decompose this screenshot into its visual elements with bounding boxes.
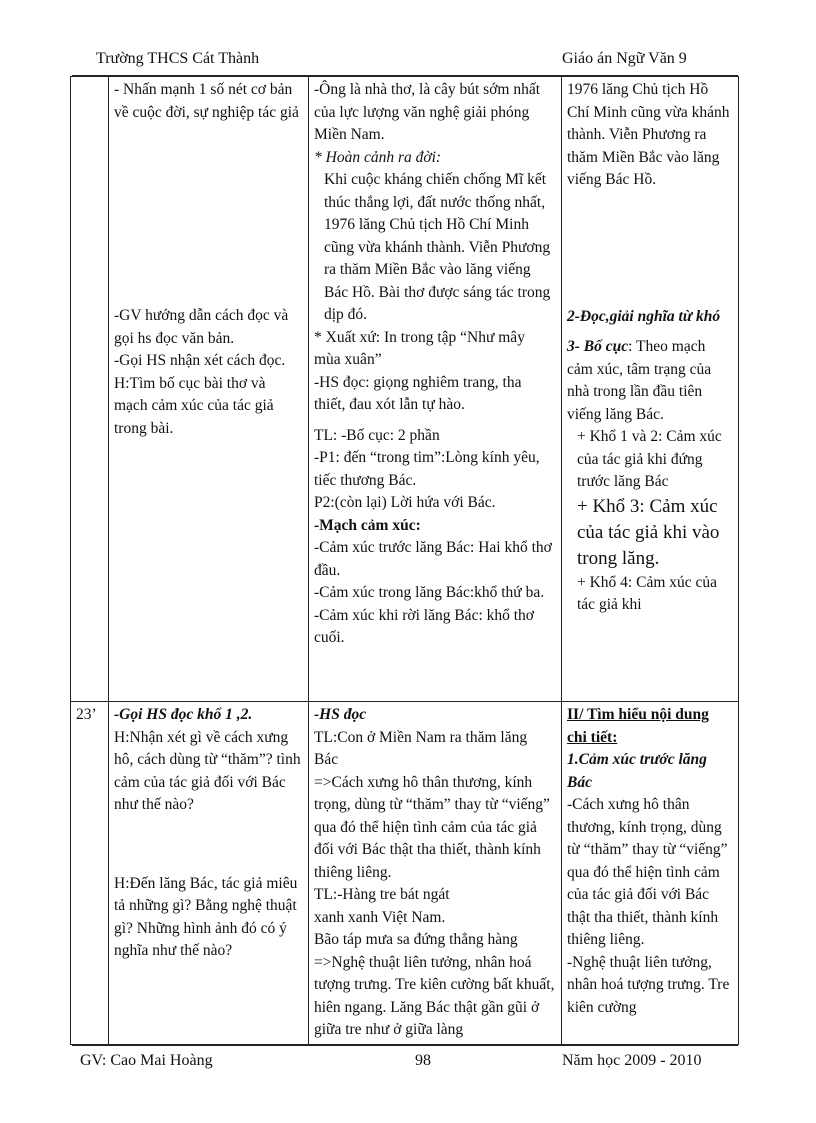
footer-rule	[72, 1045, 738, 1046]
student-activity-cell	[309, 702, 562, 1045]
student-note: -HS đọc	[314, 706, 367, 723]
student-note: =>Cách xưng hô thân thương, kính trọng, dùng từ “thăm” thay từ “viếng” qua đó thể hiện tình cảm của tác giả đối với Bác thật tha thiết, thành kính thiêng liêng.	[314, 773, 550, 881]
teacher-note: -Gọi HS đọc khổ 1 ,2.	[114, 706, 253, 723]
student-note: TL: -Bố cục: 2 phần	[314, 426, 440, 444]
student-note: =>Nghệ thuật liên tưởng, nhân hoá tượng trưng. Tre kiên cường bất khuất, hiên ngang. Lăng Bác thật gần gũi ở giữa tre như ở giữa làng	[314, 953, 555, 1038]
content-note: -Cách xưng hô thân thương, kính trọng, dùng từ “thăm” thay từ “viếng” qua đó thể hiện tình cảm của tác giả đối với Bác thật tha thiết, thành kính thiêng liêng.	[567, 796, 728, 948]
footer-year: Năm học 2009 - 2010	[562, 1052, 702, 1069]
student-note: P2:(còn lại) Lời hứa với Bác.	[314, 494, 496, 511]
teacher-question: H:Tìm bố cục bài thơ và mạch cảm xúc của tác giả trong bài.	[114, 374, 274, 437]
content-heading: II/ Tìm hiểu nội dung chi tiết:	[567, 706, 709, 746]
content-cell	[562, 702, 739, 1045]
student-note: Bão táp mưa sa đứng thẳng hàng	[314, 931, 518, 948]
header-subject: Giáo án Ngữ Văn 9	[562, 50, 687, 67]
teacher-note: -GV hướng dẫn cách đọc và gọi hs đọc văn bản.	[114, 307, 289, 347]
student-note: -HS đọc: giọng nghiêm trang, tha thiết, đau xót lẫn tự hào.	[314, 373, 522, 413]
teacher-question: H:Đến lăng Bác, tác giả miêu tả những gì? Bằng nghệ thuật gì? Những hình ảnh đó có ý nghĩa như thế nào?	[114, 874, 298, 959]
teacher-note: - Nhấn mạnh 1 số nét cơ bản về cuộc đời, sự nghiệp tác giả	[114, 81, 299, 121]
content-note: : Theo mạch cảm xúc, tâm trạng của nhà trong lần đầu tiên viếng lăng Bác.	[567, 338, 712, 423]
student-note: -Cảm xúc khi rời lăng Bác: khổ thơ cuối.	[314, 606, 535, 646]
student-note: Khi cuộc kháng chiến chống Mĩ kết thúc thắng lợi, đất nước thống nhất, 1976 lăng Chủ tịch Hồ Chí Minh cũng vừa khánh thành. Viễn Phương ra thăm Miền Bắc vào lăng viếng Bác Hồ. Bài thơ được sáng tác trong dịp đó.	[324, 171, 551, 323]
page-number: 98	[415, 1052, 431, 1069]
footer-teacher: GV: Cao Mai Hoàng	[80, 1052, 213, 1069]
content-heading: 3- Bố cục	[567, 338, 629, 355]
content-heading: 2-Đọc,giải nghĩa từ khó	[567, 307, 721, 325]
content-heading: 1.Cảm xúc trước lăng Bác	[567, 751, 707, 791]
content-note: 1976 lăng Chủ tịch Hồ Chí Minh cũng vừa khánh thành. Viễn Phương ra thăm Miền Bắc vào lăng viếng Bác Hồ.	[567, 81, 730, 188]
teacher-question: H:Nhận xét gì về cách xưng hô, cách dùng từ “thăm”? tình cảm của tác giả đối với Bác như thế nào?	[114, 728, 301, 813]
student-note: -Cảm xúc trong lăng Bác:khổ thứ ba.	[314, 584, 545, 601]
content-note: + Khổ 3: Cảm xúc của tác giả khi vào trong lăng.	[577, 495, 720, 569]
student-note: xanh xanh Việt Nam.	[314, 908, 446, 926]
student-note: TL:-Hàng tre bát ngát	[314, 886, 450, 903]
teacher-note: -Gọi HS nhận xét cách đọc.	[114, 352, 286, 369]
teacher-activity-cell	[109, 77, 309, 702]
student-activity-cell	[309, 77, 562, 702]
student-note: TL:Con ở Miền Nam ra thăm lăng Bác	[314, 728, 528, 768]
student-subheading: -Mạch cảm xúc:	[314, 516, 421, 534]
teacher-activity-cell	[109, 702, 309, 1045]
content-note: -Nghệ thuật liên tưởng, nhân hoá tượng trưng. Tre kiên cường	[567, 953, 730, 1016]
content-note: + Khổ 4: Cảm xúc của tác giả khi	[577, 573, 718, 613]
lesson-table	[70, 76, 739, 1045]
time-cell	[71, 77, 109, 702]
student-subheading: * Hoàn cảnh ra đời:	[314, 148, 442, 166]
student-note: -Ông là nhà thơ, là cây bút sớm nhất của lực lượng văn nghệ giải phóng Miền Nam.	[314, 81, 541, 143]
student-note: * Xuất xứ: In trong tập “Như mây mùa xuân”	[314, 328, 525, 368]
student-note: -P1: đến “trong tim”:Lòng kính yêu, tiếc thương Bác.	[314, 449, 540, 489]
student-note: -Cảm xúc trước lăng Bác: Hai khổ thơ đầu.	[314, 539, 552, 579]
time-cell: 23’	[71, 702, 109, 1045]
content-note: + Khổ 1 và 2: Cảm xúc của tác giả khi đứng trước lăng Bác	[577, 428, 722, 490]
table-row	[71, 77, 739, 702]
content-cell	[562, 77, 739, 702]
table-row	[71, 702, 739, 1045]
header-school: Trường THCS Cát Thành	[96, 50, 260, 67]
